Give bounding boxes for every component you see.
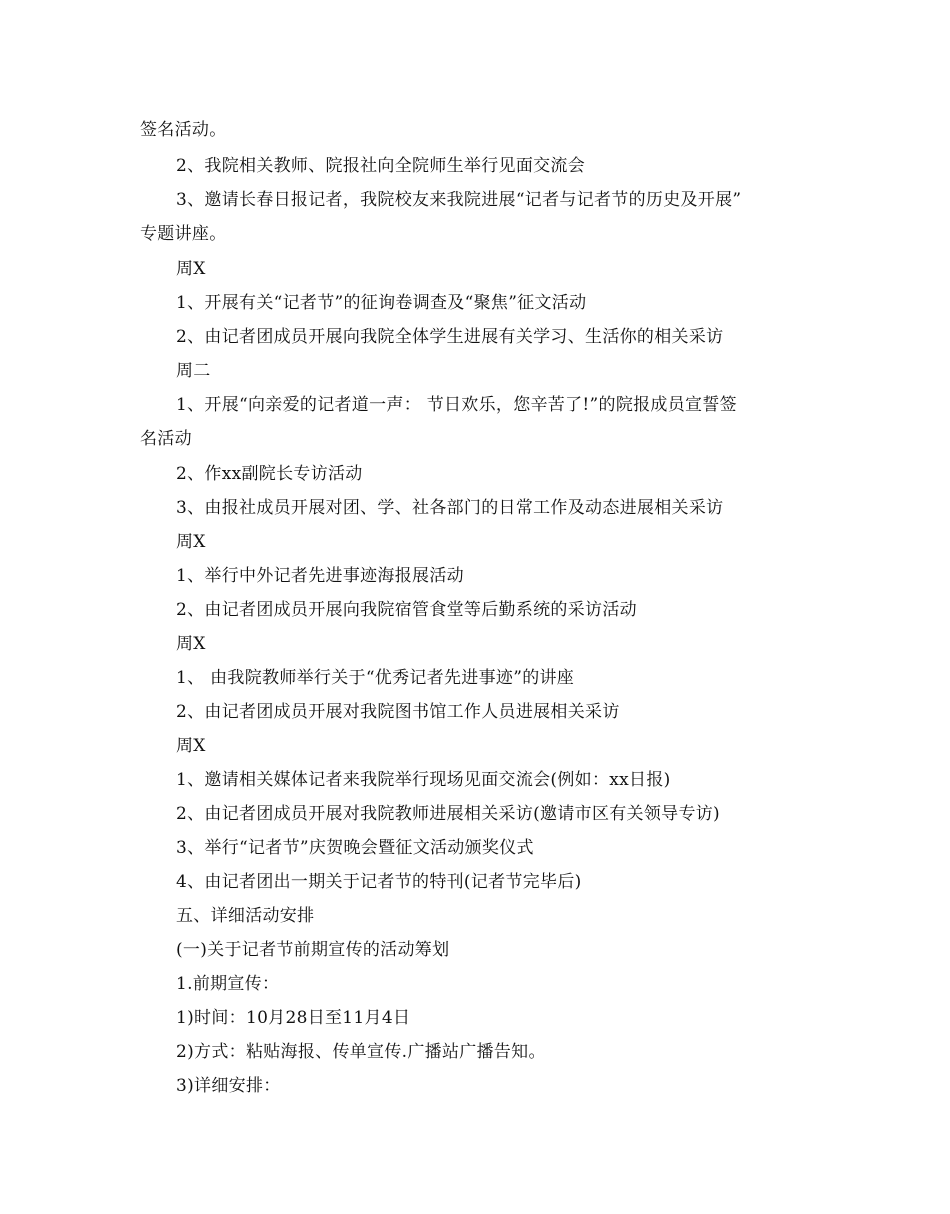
text-line: 名活动: [140, 429, 192, 449]
section-heading: 周X: [176, 259, 206, 279]
text-line: 2、作xx副院长专访活动: [176, 464, 363, 484]
text-line: 1、举行中外记者先进事迹海报展活动: [176, 566, 464, 586]
text-line: 3、由报社成员开展对团、学、社各部门的日常工作及动态进展相关采访: [176, 498, 724, 518]
text-line: 3、举行“记者节”庆贺晚会暨征文活动颁奖仪式: [176, 838, 534, 858]
section-heading: 周二: [176, 361, 211, 381]
text-line: 2、由记者团成员开展对我院图书馆工作人员进展相关采访: [176, 702, 620, 722]
text-line: 1、开展有关“记者节”的征询卷调查及“聚焦”征文活动: [176, 293, 587, 313]
text-line: 1、开展“向亲爱的记者道一声： 节日欢乐，您辛苦了!”的院报成员宣誓签: [176, 395, 737, 415]
text-line: 专题讲座。: [140, 224, 227, 244]
text-line: 2、由记者团成员开展对我院教师进展相关采访(邀请市区有关领导专访): [176, 804, 720, 824]
text-line: 1.前期宣传：: [176, 974, 280, 994]
text-line: 2、由记者团成员开展向我院全体学生进展有关学习、生活你的相关采访: [176, 327, 724, 347]
text-line: 3)详细安排：: [176, 1076, 281, 1096]
text-line: (一)关于记者节前期宣传的活动筹划: [176, 940, 450, 960]
text-line: 1)时间：10月28日至11月4日: [176, 1008, 411, 1028]
text-line: 签名活动。: [140, 120, 227, 140]
text-line: 1、邀请相关媒体记者来我院举行现场见面交流会(例如：xx日报): [176, 770, 671, 790]
text-line: 2)方式：粘贴海报、传单宣传.广播站广播告知。: [176, 1042, 546, 1062]
section-heading: 周X: [176, 634, 206, 654]
section-heading: 周X: [176, 532, 206, 552]
text-line: 3、邀请长春日报记者，我院校友来我院进展“记者与记者节的历史及开展”: [176, 190, 742, 210]
text-line: 4、由记者团出一期关于记者节的特刊(记者节完毕后): [176, 872, 582, 892]
text-line: 1、 由我院教师举行关于“优秀记者先进事迹”的讲座: [176, 668, 575, 688]
text-line: 2、我院相关教师、院报社向全院师生举行见面交流会: [176, 156, 586, 176]
section-heading: 五、详细活动安排: [176, 906, 315, 926]
text-line: 2、由记者团成员开展向我院宿管食堂等后勤系统的采访活动: [176, 600, 637, 620]
section-heading: 周X: [176, 736, 206, 756]
